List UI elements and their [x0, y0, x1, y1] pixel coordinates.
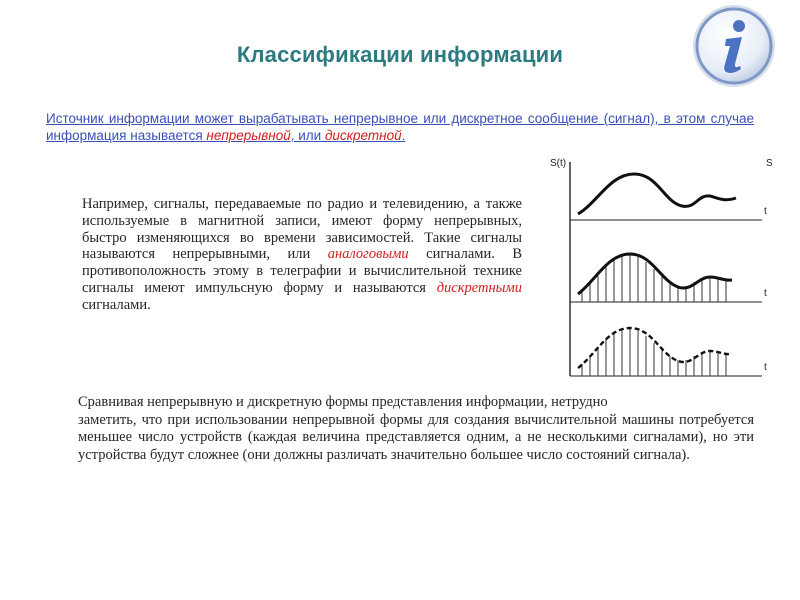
- continuous-term: непрерывной: [206, 128, 291, 143]
- discrete-signal-curve: [578, 328, 732, 368]
- intro-end: .: [401, 128, 406, 143]
- page-title: Классификации информации: [236, 42, 564, 67]
- signal-diagram: [548, 154, 778, 384]
- y-axis-label-right: S: [766, 158, 773, 169]
- example-paragraph: [82, 196, 522, 314]
- example-text-1: Например, сигналы, передаваемые по радио и телевидению, а также используемые в магнитной записи, имеют форму непрерывных, быстро изменяющихся во времени зависимостей. Такие сигналы называются непрерывными, или: [82, 196, 522, 263]
- t-label-2: t: [764, 288, 767, 299]
- intro-separator: , или: [290, 128, 325, 143]
- intro-text: Источник информации может вырабатывать непрерывное или дискретное сообщение (сигнал), в этом случае информация называется: [46, 111, 754, 143]
- y-axis-label: S(t): [550, 158, 567, 169]
- continuous-signal-curve: [578, 174, 736, 214]
- discrete-signals-term: дискретными: [436, 279, 522, 296]
- t-label-1: t: [764, 206, 767, 217]
- example-text-3: сигналами.: [82, 296, 151, 313]
- info-icon: [690, 2, 778, 90]
- discrete-term: дискретной: [324, 128, 402, 143]
- conclusion-paragraph: [46, 394, 754, 464]
- conclusion-first-line: Сравнивая непрерывную и дискретную формы представления информации, нетрудно: [78, 394, 608, 410]
- example-text-2: сигналами. В противоположность этому в телеграфии и вычислительной технике сигналы имеют импульсную форму и называются: [82, 246, 522, 296]
- conclusion-rest: заметить, что при использовании непрерывной формы для создания вычислительной машины потребуется меньшее число устройств (каждая величина представляется одним, а не несколькими сигналами), но эти устройства будут сложнее (они должны различать значительно большее число состояний сигнала).: [78, 411, 754, 463]
- sampled-signal-curve: [578, 254, 732, 294]
- t-label-3: t: [764, 362, 767, 373]
- intro-paragraph: [46, 110, 754, 144]
- analog-term: аналоговыми: [327, 246, 409, 263]
